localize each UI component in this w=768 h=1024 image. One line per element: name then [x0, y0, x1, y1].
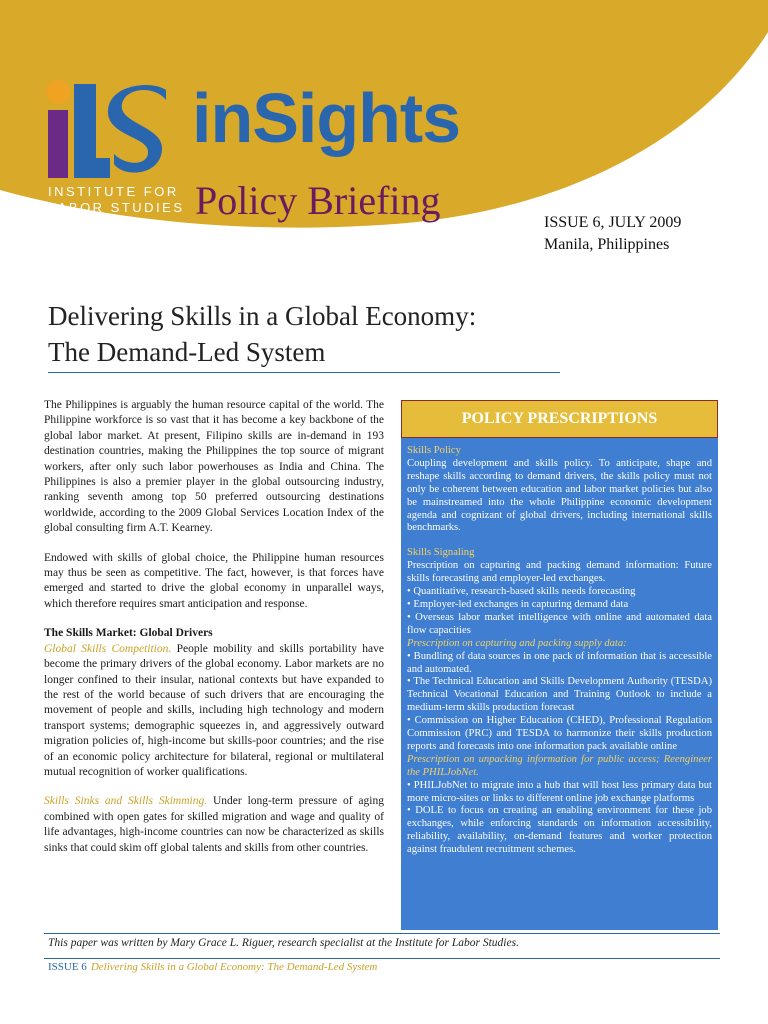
- skills-signaling-intro: Prescription on capturing and packing demand information: Future skills forecasting and employer-led exchanges.: [407, 560, 712, 585]
- list-item: • The Technical Education and Skills Development Authority (TESDA) Technical Vocational Education and Training Outlook to include a medium-term skills production forecast: [407, 676, 712, 714]
- policy-prescriptions-box: [401, 438, 718, 930]
- footer-issue: ISSUE 6: [48, 961, 87, 973]
- skills-policy-text: Coupling development and skills policy. To anticipate, shape and reshape skills according to demand drivers, the skills policy must not only be coherent between education and labor market policies but also be mainstreamed into the whole Philippine economic development agenda and cognizant of global drivers, including international skills benchmarks.: [407, 457, 712, 534]
- paragraph-text: People mobility and skills portability have become the primary drivers of the global economy. Labor markets are no longer confined to their insular, national contexts but have expanded to the rest of the world because of such drivers that are encouraging the movement of people and skills, including high technology and modern transport systems; demographic squeezes in, and aggressively outward migration policies of, high-income but skills-poor countries; and the rise of an economic policy architecture for bilateral, regional or multilateral mutual recognition of worker qualifications.: [44, 642, 384, 778]
- document-title: [48, 298, 608, 370]
- author-divider: [44, 933, 720, 934]
- ils-logo: [44, 78, 174, 187]
- insights-brand: inSights: [192, 79, 461, 157]
- section-title-public-access: Prescription on unpacking information for public access; Reengineer the PHILJobNet.: [407, 753, 712, 778]
- list-item: • Commission on Higher Education (CHED), Professional Regulation Commission (PRC) and TESDA to harmonize their skills production reports and forecasts into one information pack available online: [407, 715, 712, 752]
- list-item: • Bundling of data sources in one pack of information that is accessible and automated.: [407, 650, 712, 675]
- lead-in-global-skills: Global Skills Competition.: [44, 642, 172, 655]
- issue-info: [544, 212, 681, 256]
- list-item: • Overseas labor market intelligence with online and automated data flow capacities: [407, 611, 712, 636]
- title-divider: [48, 372, 560, 373]
- paragraph-global-skills-competition: [44, 642, 384, 781]
- ils-logo-mark: [44, 78, 174, 182]
- org-name-line2: LABOR STUDIES: [48, 200, 185, 215]
- lead-in-skills-sinks: Skills Sinks and Skills Skimming.: [44, 795, 208, 808]
- paragraph-competitiveness: Endowed with skills of global choice, the Philippine human resources may thus be seen as competitive. The fact, however, is that forces have emerged and started to drive the global economy in unparallel ways, which therefore requires smart anticipation and response.: [44, 551, 384, 610]
- paragraph-text: Under long-term pressure of aging combined with open gates for skilled migration and wage and quality of life advantages, high-income countries can now be characterized as skills sinks that could skim off global talents and skills from other countries.: [44, 795, 384, 854]
- issue-place: Manila, Philippines: [544, 236, 670, 253]
- author-credit: This paper was written by Mary Grace L. Riguer, research specialist at the Institute for Labor Studies.: [48, 937, 519, 949]
- page-footer: [48, 961, 377, 973]
- org-name: [48, 184, 185, 216]
- policy-briefing-label: Policy Briefing: [195, 178, 441, 223]
- list-item: • Quantitative, research-based skills needs forecasting: [407, 586, 636, 598]
- footer-title: Delivering Skills in a Global Economy: The Demand-Led System: [90, 961, 378, 973]
- title-line2: The Demand-Led System: [48, 337, 326, 367]
- org-name-line1: INSTITUTE FOR: [48, 184, 179, 199]
- section-heading-global-drivers: The Skills Market: Global Drivers: [44, 627, 213, 640]
- list-item: • DOLE to focus on creating an enabling environment for these job exchanges, while enforcing standards on information accessibility, reliability, availability, on-demand features and worker protection against fraudulent recruitment schemes.: [407, 805, 712, 856]
- issue-date: ISSUE 6, JULY 2009: [544, 214, 682, 231]
- policy-prescriptions-heading: POLICY PRESCRIPTIONS: [401, 400, 718, 438]
- paragraph-skills-sinks: [44, 794, 384, 856]
- section-title-supply-data: Prescription on capturing and packing supply data:: [407, 637, 627, 649]
- section-title-skills-signaling: Skills Signaling: [407, 547, 475, 559]
- footer-divider: [44, 958, 720, 959]
- list-item: • PHILJobNet to migrate into a hub that will host less primary data but more micro-sites or links to different online job exchange platforms: [407, 779, 712, 804]
- main-article: [44, 398, 384, 870]
- title-line1: Delivering Skills in a Global Economy:: [48, 301, 477, 331]
- paragraph-intro: The Philippines is arguably the human resource capital of the world. The Philippine workforce is so vast that it has become a key backbone of the global labor market. At present, Filipino skills are in-demand in 193 destination countries, making the Philippines the top source of migrant workers, after only such labor powerhouses as India and China. The Philippines is also a premier player in the global outsourcing industry, ranking seventh among top 50 preferred outsourcing destinations worldwide, according to the 2009 Global Services Location Index of the global consulting firm A.T. Kearney.: [44, 399, 384, 535]
- list-item: • Employer-led exchanges in capturing demand data: [407, 598, 629, 610]
- section-title-skills-policy: Skills Policy: [407, 445, 461, 456]
